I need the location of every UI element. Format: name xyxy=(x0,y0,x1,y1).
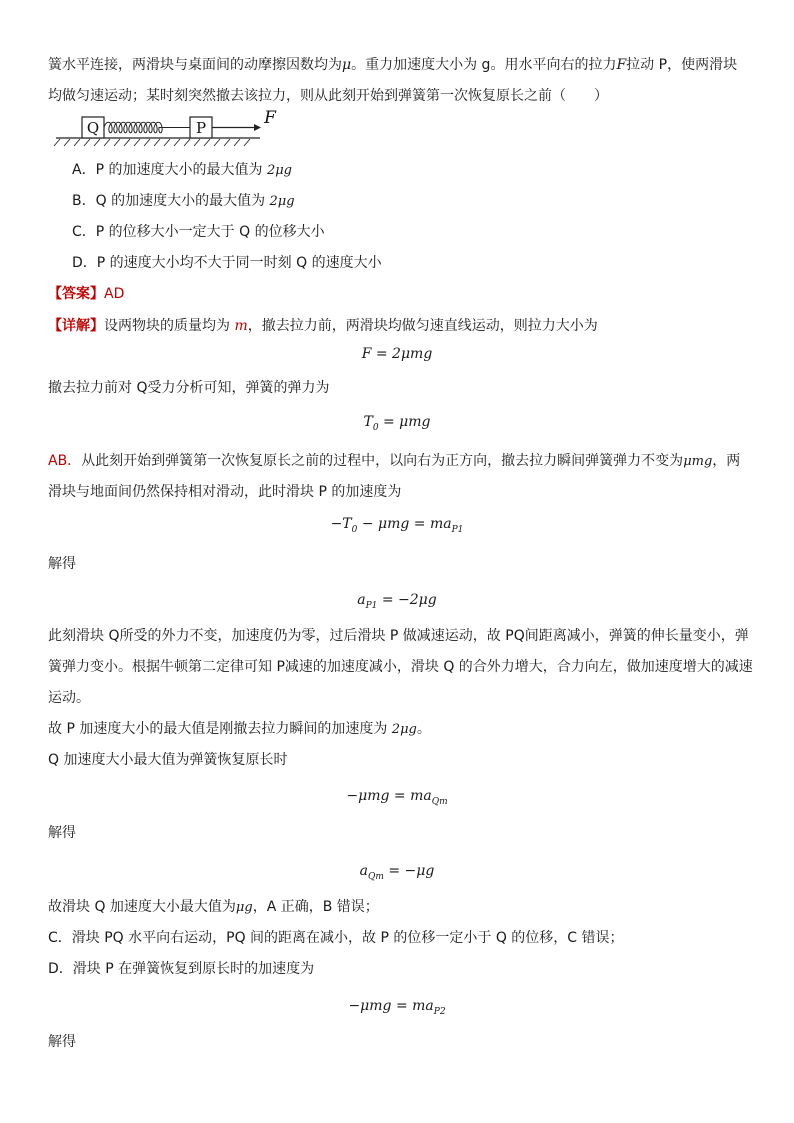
option-b: B．Q 的加速度大小的最大值为 2μg xyxy=(72,193,295,209)
answer-value: AD xyxy=(104,286,125,302)
explain-tag: 【详解】 xyxy=(48,318,104,334)
equation-6: $a_{Qm} = -\mu g$ xyxy=(359,863,435,882)
explain-line-9: Q 加速度大小最大值为弹簧恢复原长时 xyxy=(48,752,288,768)
block-p-label: P xyxy=(195,119,207,137)
spring xyxy=(104,122,190,133)
solve-label-2: 解得 xyxy=(48,825,76,841)
equation-4: $a_{P1} = -2\mu g$ xyxy=(357,592,437,611)
question-line-1 xyxy=(48,55,737,75)
solve-label-1: 解得 xyxy=(48,556,76,572)
equation-2: $T_0 = \mu mg$ xyxy=(363,414,431,433)
question-text: 拉动 P，使两滑块 xyxy=(626,57,738,73)
explain-line-7: 运动。 xyxy=(48,690,90,706)
option-c: C．P 的位移大小一定大于 Q 的位移大小 xyxy=(72,224,325,240)
math-mu: μ xyxy=(342,57,352,73)
equation-5: $-\mu mg = ma_{Qm}$ xyxy=(346,788,448,807)
explain-line-10: 故滑块 Q 加速度大小最大值为μg，A 正确，B 错误； xyxy=(48,899,379,915)
force-label: F xyxy=(264,110,276,128)
option-d: D．P 的速度大小均不大于同一时刻 Q 的速度大小 xyxy=(72,255,382,271)
explain-line-4: 滑块与地面间仍然保持相对滑动，此时滑块 P 的加速度为 xyxy=(48,484,402,500)
question-text: 均做匀速运动；某时刻突然撤去该拉力，则从此刻开始到弹簧第一次恢复原长之前（ ） xyxy=(48,88,608,104)
explain-line-5: 此刻滑块 Q所受的外力不变，加速度仍为零，过后滑块 P 做减速运动，故 PQ间距离减小，弹簧的伸长量变小，弹 xyxy=(48,628,749,644)
explain-line-11: C．滑块 PQ 水平向右运动，PQ 间的距离在减小，故 P 的位移一定小于 Q 的位移，C 错误； xyxy=(48,930,624,946)
force-arrow-head xyxy=(254,124,261,131)
equation-1: F = 2μmg xyxy=(361,346,433,362)
solve-label-3: 解得 xyxy=(48,1034,76,1050)
equation-7: $-\mu mg = ma_{P2}$ xyxy=(348,998,446,1017)
explain-line-6: 簧弹力变小。根据牛顿第二定律可知 P减速的加速度减小，滑块 Q 的合外力增大，合力向左，做加速度增大的减速 xyxy=(48,659,753,675)
explain-line-3: AB．从此刻开始到弹簧第一次恢复原长之前的过程中，以向右为正方向，撤去拉力瞬间弹簧弹力不变为μmg，两 xyxy=(48,453,741,469)
explain-line-2: 撤去拉力前对 Q受力分析可知，弹簧的弹力为 xyxy=(48,380,330,396)
question-line-2 xyxy=(48,86,608,106)
answer-tag: 【答案】 xyxy=(48,286,104,302)
block-q-label: Q xyxy=(86,119,100,137)
math-F: F xyxy=(616,57,627,73)
option-a: A．P 的加速度大小的最大值为 2μg xyxy=(72,162,292,178)
question-text: 簧水平连接，两滑块与桌面间的动摩擦因数均为 xyxy=(48,57,342,73)
explain-line-1: 【详解】设两物块的质量均为 m，撤去拉力前，两滑块均做匀速直线运动，则拉力大小为 xyxy=(48,318,598,334)
question-text: 。重力加速度大小为 g。用水平向右的拉力 xyxy=(351,57,617,73)
answer-line xyxy=(48,284,124,304)
ground-hatching xyxy=(54,139,250,146)
spring-block-diagram xyxy=(48,110,288,148)
equation-3: $-T_0 - \mu mg = ma_{P1}$ xyxy=(330,516,464,535)
explain-line-12: D．滑块 P 在弹簧恢复到原长时的加速度为 xyxy=(48,961,315,977)
explain-line-8: 故 P 加速度大小的最大值是刚撤去拉力瞬间的加速度为 2μg。 xyxy=(48,721,431,737)
